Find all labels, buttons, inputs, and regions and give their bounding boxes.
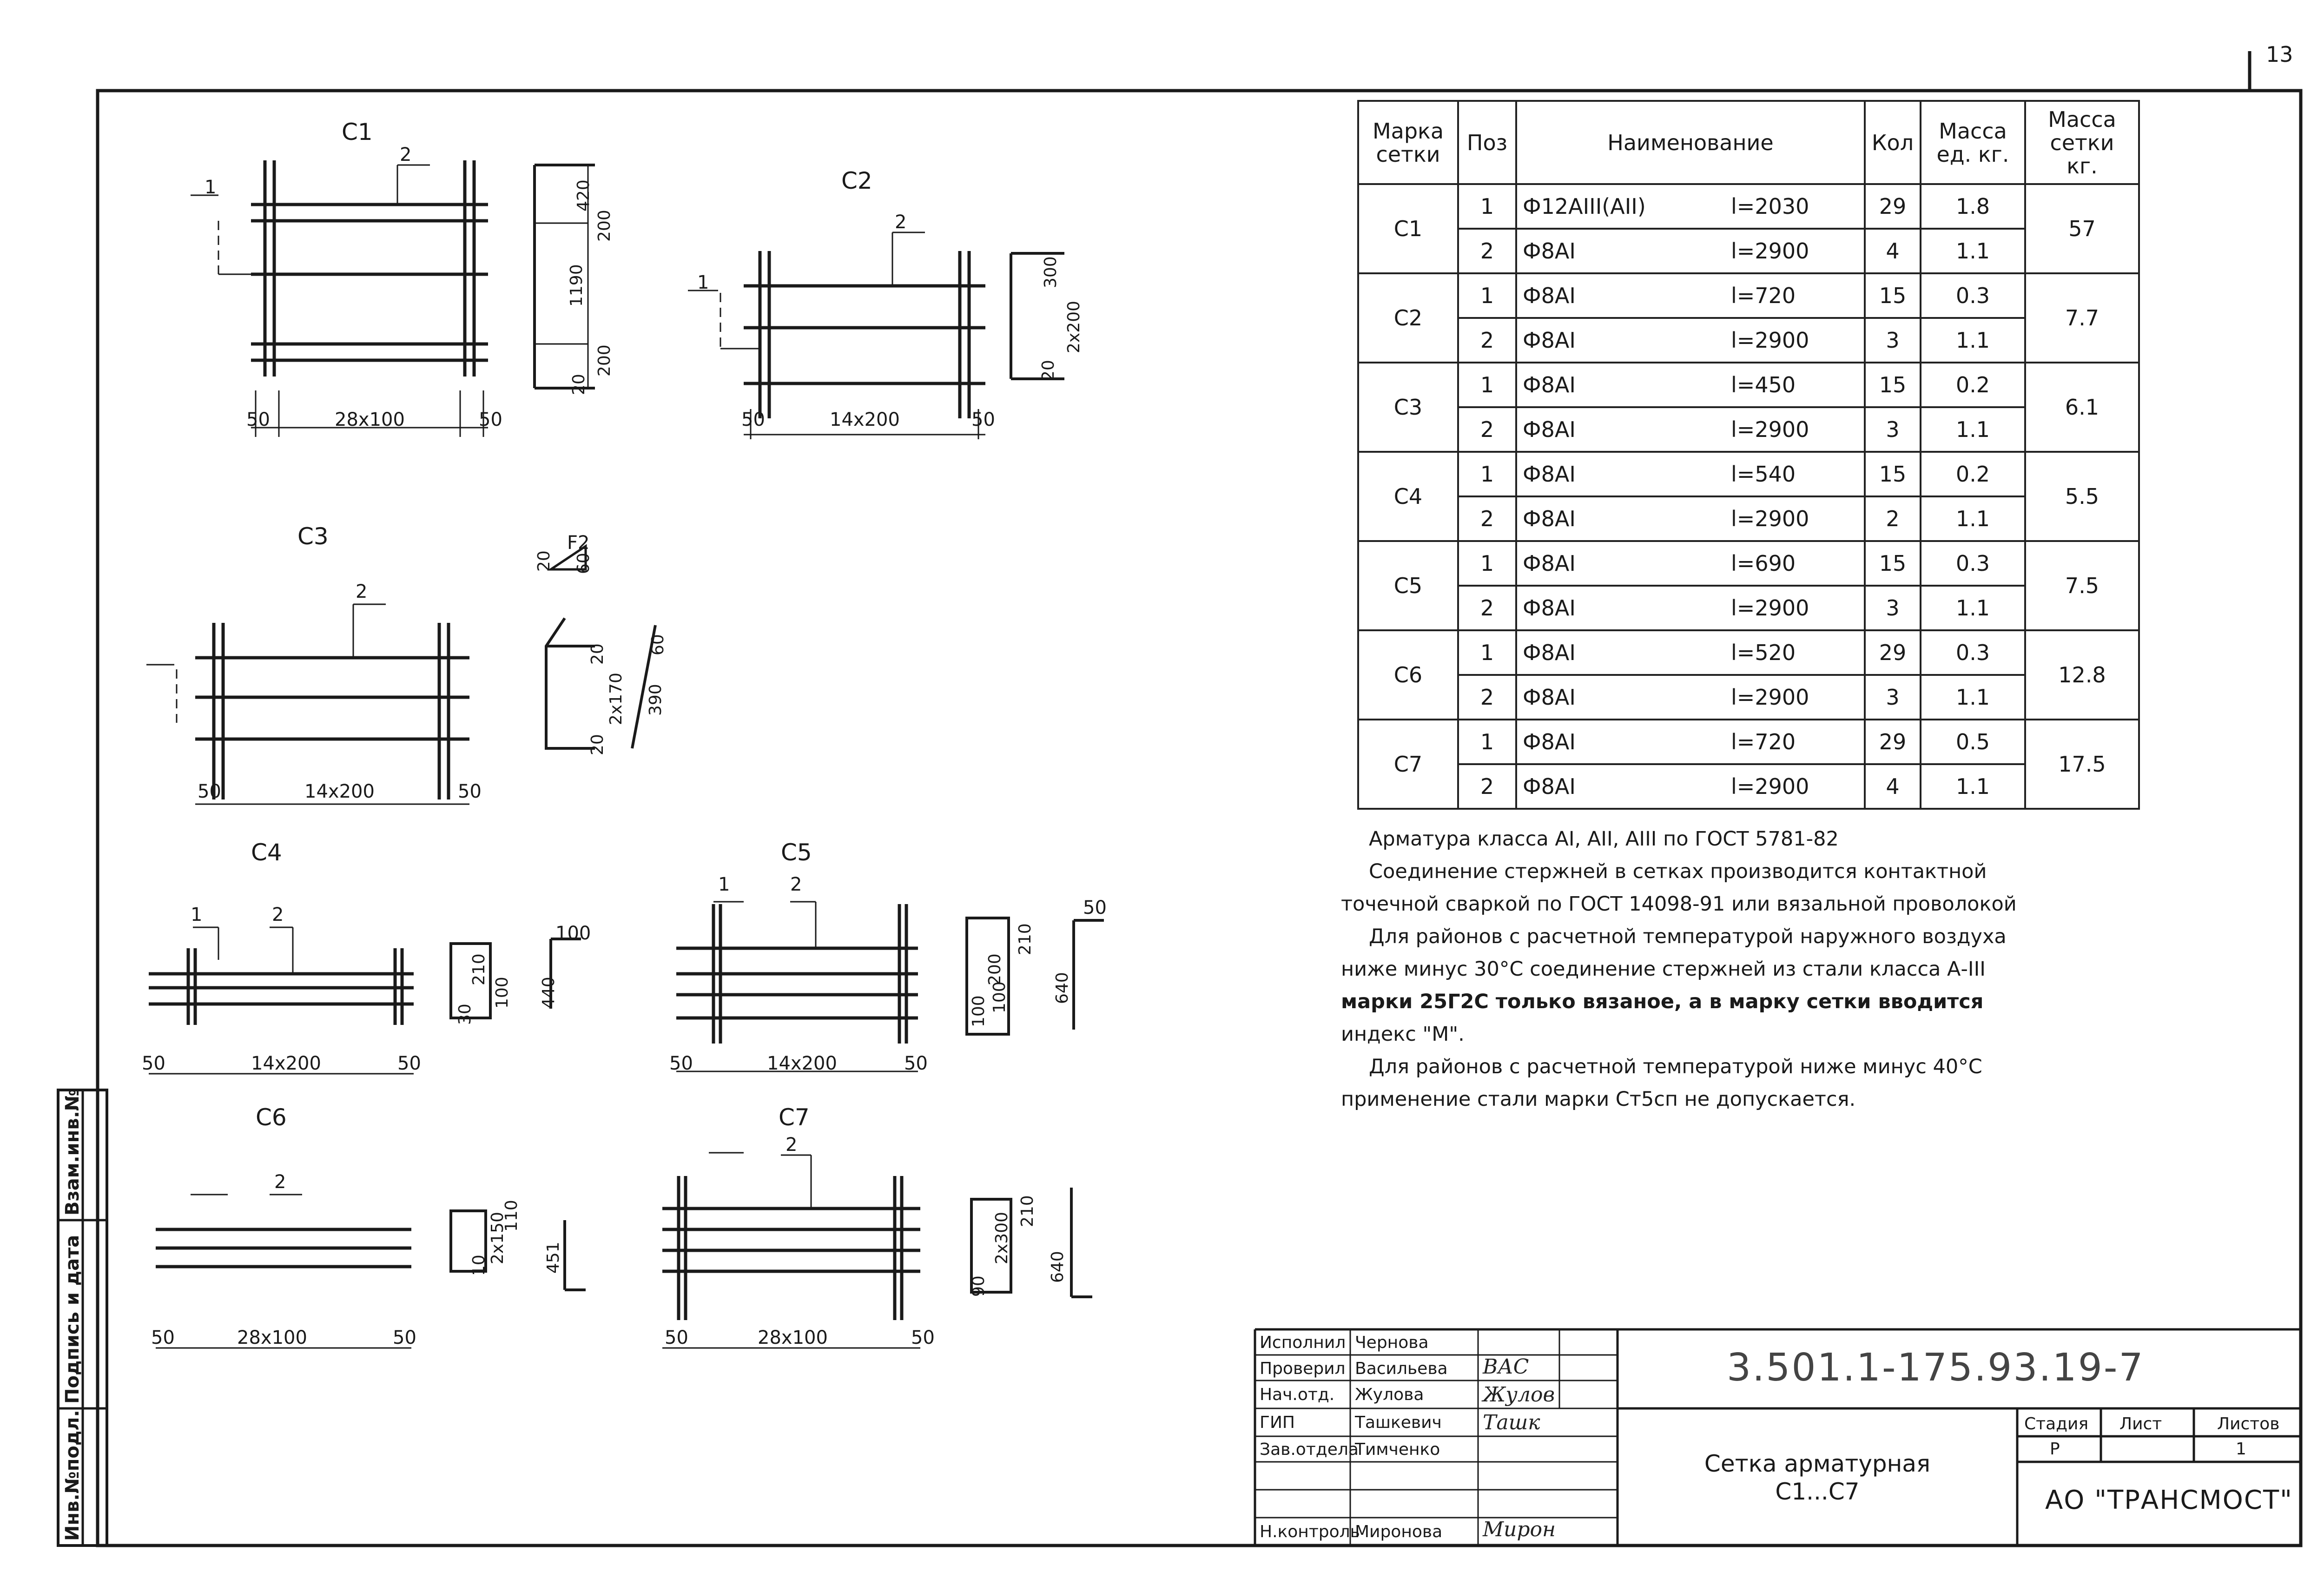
cell-qty: 4 xyxy=(1865,764,1921,809)
cell-unit-mass: 1.1 xyxy=(1921,407,2025,452)
cell-unit-mass: 1.1 xyxy=(1921,496,2025,541)
table-row xyxy=(1358,496,2139,541)
stamp-signature-date: Подпись и дата xyxy=(62,1235,83,1404)
tb-role-4: ГИП xyxy=(1260,1413,1295,1432)
cell-name: Ф8АI xyxy=(1516,630,1725,675)
c1-side-dim-3: 1190 xyxy=(567,264,586,307)
cell-pos: 1 xyxy=(1458,452,1516,496)
c5-dim-span: 14x200 xyxy=(767,1053,837,1074)
cell-mark: С1 xyxy=(1358,184,1458,273)
cell-total-mass: 12.8 xyxy=(2025,630,2139,720)
c7-label: С7 xyxy=(779,1104,810,1131)
cell-length: l=690 xyxy=(1725,541,1865,586)
cell-unit-mass: 1.1 xyxy=(1921,229,2025,273)
table-row xyxy=(1358,541,2139,586)
table-row xyxy=(1358,630,2139,675)
note-line: точечной сваркой по ГОСТ 14098-91 или вязальной проволокой xyxy=(1341,892,2017,916)
col-header-name: Наименование xyxy=(1516,101,1865,184)
cell-unit-mass: 1.8 xyxy=(1921,184,2025,229)
c6-dim-right: 50 xyxy=(393,1327,416,1348)
cell-length: l=2900 xyxy=(1725,586,1865,630)
c5-bar-dim-2: 640 xyxy=(1053,972,1072,1004)
tb-name-2: Васильева xyxy=(1355,1359,1448,1378)
c7-side-dim-3: 90 xyxy=(969,1275,988,1297)
signature-norm-control: Мирон xyxy=(1483,1518,1556,1541)
organization-name: АО "ТРАНСМОСТ" xyxy=(2045,1485,2293,1515)
c4-pos-1: 1 xyxy=(191,904,203,925)
cell-pos: 1 xyxy=(1458,720,1516,764)
sheets-value: 1 xyxy=(2236,1440,2246,1459)
c2-side-dim-2: 2x200 xyxy=(1064,301,1083,353)
cell-total-mass: 7.5 xyxy=(2025,541,2139,630)
c1-side-dim-4: 200 xyxy=(595,344,614,377)
c6-side-dim-2: 2x150 xyxy=(488,1212,507,1264)
note-line: Арматура класса АI, АII, АIII по ГОСТ 5781-82 xyxy=(1369,827,1839,851)
signature-gip: Ташк xyxy=(1483,1411,1540,1434)
table-row xyxy=(1358,184,2139,229)
cell-qty: 29 xyxy=(1865,184,1921,229)
c7-pos-2: 2 xyxy=(786,1134,798,1156)
table-row xyxy=(1358,273,2139,318)
cell-name: Ф8АI xyxy=(1516,764,1725,809)
note-line: марки 25Г2С только вязаное, а в марку сетки вводится xyxy=(1341,990,1984,1013)
cell-length: l=540 xyxy=(1725,452,1865,496)
specification-table xyxy=(1357,100,2140,810)
sheet-title-line1: Сетка арматурная xyxy=(1704,1450,1931,1477)
cell-length: l=2900 xyxy=(1725,764,1865,809)
c1-side-dim-1: 420 xyxy=(574,179,593,211)
table-body xyxy=(1358,184,2139,809)
note-line: применение стали марки Ст5сп не допускается. xyxy=(1341,1088,1856,1111)
cell-name: Ф8АI xyxy=(1516,541,1725,586)
cell-length: l=2900 xyxy=(1725,675,1865,720)
cell-pos: 2 xyxy=(1458,496,1516,541)
c5-pos-1: 1 xyxy=(718,874,730,895)
cell-length: l=2900 xyxy=(1725,318,1865,363)
c1-dim-right: 50 xyxy=(479,409,502,430)
c3-dim-left: 50 xyxy=(198,781,221,802)
cell-pos: 1 xyxy=(1458,541,1516,586)
tb-role-1: Исполнил xyxy=(1260,1333,1346,1352)
cell-name: Ф12АIII(АII) xyxy=(1516,184,1725,229)
c5-side-dim-2: 200 xyxy=(985,953,1004,985)
sheet-title-line2: С1...С7 xyxy=(1775,1478,1860,1505)
c6-pos-2: 2 xyxy=(274,1171,286,1193)
cell-length: l=720 xyxy=(1725,720,1865,764)
cell-name: Ф8АI xyxy=(1516,273,1725,318)
cell-total-mass: 17.5 xyxy=(2025,720,2139,809)
cell-unit-mass: 1.1 xyxy=(1921,586,2025,630)
c6-dim-span: 28x100 xyxy=(237,1327,307,1348)
stage-value: Р xyxy=(2050,1440,2060,1459)
c7-bar-dim: 640 xyxy=(1048,1251,1067,1283)
table-row xyxy=(1358,407,2139,452)
cell-mark: С2 xyxy=(1358,273,1458,363)
cell-pos: 2 xyxy=(1458,586,1516,630)
c3-bar-dim-2: 390 xyxy=(646,684,665,716)
c1-side-dim-5: 20 xyxy=(569,374,588,395)
c3-section xyxy=(546,618,655,748)
mesh-c1 xyxy=(251,160,488,377)
mesh-c6 xyxy=(156,1229,411,1267)
sheets-label: Листов xyxy=(2217,1414,2280,1433)
table-row xyxy=(1358,318,2139,363)
c4-dim-right: 50 xyxy=(397,1053,421,1074)
c1-dim-left: 50 xyxy=(246,409,270,430)
c2-pos-1: 1 xyxy=(697,272,709,293)
note-line: ниже минус 30°С соединение стержней из стали класса А-III xyxy=(1341,958,1986,981)
c7-dim-left: 50 xyxy=(665,1327,688,1348)
c1-dim-span: 28x100 xyxy=(335,409,405,430)
c6-label: С6 xyxy=(256,1104,287,1131)
stage-label: Стадия xyxy=(2024,1414,2089,1433)
c2-label: С2 xyxy=(841,167,872,194)
notes-block xyxy=(1341,823,2140,1116)
cell-unit-mass: 1.1 xyxy=(1921,318,2025,363)
cell-unit-mass: 1.1 xyxy=(1921,675,2025,720)
c3-section-mark: F2 xyxy=(567,532,590,554)
cell-unit-mass: 0.2 xyxy=(1921,363,2025,407)
cell-length: l=2030 xyxy=(1725,184,1865,229)
signature-checker: ВАС xyxy=(1483,1355,1529,1379)
mesh-c2 xyxy=(744,251,985,418)
cell-qty: 4 xyxy=(1865,229,1921,273)
cell-mark: С5 xyxy=(1358,541,1458,630)
c4-bar-dim-2: 440 xyxy=(539,977,558,1009)
tb-role-6: Н.контроль xyxy=(1260,1522,1360,1541)
c4-side-dim-3: 30 xyxy=(456,1004,475,1025)
c3-pos-2: 2 xyxy=(356,581,368,602)
note-line: Соединение стержней в сетках производится контактной xyxy=(1369,860,1987,883)
cell-qty: 15 xyxy=(1865,363,1921,407)
c7-dim-right: 50 xyxy=(911,1327,935,1348)
tb-role-3: Нач.отд. xyxy=(1260,1385,1335,1404)
cell-unit-mass: 0.3 xyxy=(1921,541,2025,586)
c6-dim-left: 50 xyxy=(151,1327,175,1348)
c3-side-dim-3: 20 xyxy=(588,734,607,755)
c2-dim-right: 50 xyxy=(971,409,995,430)
mesh-c4 xyxy=(149,948,414,1025)
c5-side-dim-3: 100 xyxy=(990,981,1009,1013)
table-row xyxy=(1358,229,2139,273)
table-row xyxy=(1358,675,2139,720)
cell-qty: 3 xyxy=(1865,407,1921,452)
mesh-c7 xyxy=(662,1176,920,1320)
c3-label: С3 xyxy=(297,523,329,550)
cell-mark: С4 xyxy=(1358,452,1458,541)
c4-side-dim-1: 210 xyxy=(469,953,489,985)
mesh-c3 xyxy=(195,623,469,799)
tb-name-4: Ташкевич xyxy=(1355,1413,1442,1432)
cell-pos: 2 xyxy=(1458,675,1516,720)
col-header-pos: Поз xyxy=(1458,101,1516,184)
c6-side-dim-3: 10 xyxy=(469,1255,489,1276)
cell-qty: 15 xyxy=(1865,452,1921,496)
table-header-row xyxy=(1358,101,2139,184)
cell-qty: 29 xyxy=(1865,720,1921,764)
c4-side-dim-2: 100 xyxy=(493,977,512,1009)
cell-pos: 2 xyxy=(1458,407,1516,452)
tb-name-3: Жулова xyxy=(1355,1385,1424,1404)
c4-label: С4 xyxy=(251,839,282,866)
c5-side-dim-1: 210 xyxy=(1016,923,1035,955)
cell-mark: С3 xyxy=(1358,363,1458,452)
c5-label: С5 xyxy=(781,839,812,866)
sheet-number: 13 xyxy=(2266,42,2293,67)
signature-head: Жулов xyxy=(1483,1383,1555,1407)
cell-name: Ф8АI xyxy=(1516,496,1725,541)
c2-side-dim-3: 20 xyxy=(1039,360,1058,381)
cell-name: Ф8АI xyxy=(1516,720,1725,764)
tb-name-5: Тимченко xyxy=(1355,1440,1440,1459)
table-row xyxy=(1358,720,2139,764)
tb-name-6: Миронова xyxy=(1355,1522,1443,1541)
cell-total-mass: 57 xyxy=(2025,184,2139,273)
cell-name: Ф8АI xyxy=(1516,318,1725,363)
c6-bar-dim: 451 xyxy=(544,1242,563,1274)
stamp-inv-no: Инв.№подл. xyxy=(62,1410,83,1541)
cell-unit-mass: 1.1 xyxy=(1921,764,2025,809)
col-header-unit-mass: Масса ед. кг. xyxy=(1921,101,2025,184)
note-line: Для районов с расчетной температурой наружного воздуха xyxy=(1369,925,2007,948)
cell-unit-mass: 0.3 xyxy=(1921,630,2025,675)
note-line: Для районов с расчетной температурой ниже минус 40°С xyxy=(1369,1055,1982,1078)
c4-pos-2: 2 xyxy=(272,904,284,925)
c2-dim-span: 14x200 xyxy=(830,409,900,430)
c2-side-dim-1: 300 xyxy=(1041,256,1060,288)
c1-pos-2: 2 xyxy=(400,144,412,165)
cell-total-mass: 6.1 xyxy=(2025,363,2139,452)
c4-dim-left: 50 xyxy=(142,1053,165,1074)
tb-name-1: Чернова xyxy=(1355,1333,1429,1352)
note-line: индекс "М". xyxy=(1341,1023,1465,1046)
cell-pos: 1 xyxy=(1458,184,1516,229)
c5-dim-left: 50 xyxy=(669,1053,693,1074)
cell-length: l=2900 xyxy=(1725,229,1865,273)
cell-mark: С6 xyxy=(1358,630,1458,720)
cell-pos: 1 xyxy=(1458,273,1516,318)
cell-qty: 29 xyxy=(1865,630,1921,675)
c5-side-dim-4: 100 xyxy=(969,995,988,1027)
c3-bar-dim-1: 60 xyxy=(648,634,667,655)
cell-name: Ф8АI xyxy=(1516,452,1725,496)
cell-length: l=2900 xyxy=(1725,407,1865,452)
cell-name: Ф8АI xyxy=(1516,363,1725,407)
cell-total-mass: 5.5 xyxy=(2025,452,2139,541)
table-row xyxy=(1358,586,2139,630)
c2-pos-2: 2 xyxy=(895,211,907,233)
c7-dim-span: 28x100 xyxy=(758,1327,828,1348)
tb-role-2: Проверил xyxy=(1260,1359,1346,1378)
cell-qty: 3 xyxy=(1865,318,1921,363)
table-row xyxy=(1358,764,2139,809)
cell-name: Ф8АI xyxy=(1516,229,1725,273)
cell-length: l=720 xyxy=(1725,273,1865,318)
cell-pos: 1 xyxy=(1458,363,1516,407)
table-row xyxy=(1358,452,2139,496)
c3-section-dim-1: 20 xyxy=(535,550,554,572)
c4-dim-span: 14x200 xyxy=(251,1053,321,1074)
cell-qty: 3 xyxy=(1865,675,1921,720)
c4-bar-dim-1: 100 xyxy=(555,923,591,944)
c5-dim-right: 50 xyxy=(904,1053,928,1074)
c1-label: С1 xyxy=(342,119,373,145)
table-row xyxy=(1358,363,2139,407)
cell-length: l=2900 xyxy=(1725,496,1865,541)
cell-mark: С7 xyxy=(1358,720,1458,809)
cell-name: Ф8АI xyxy=(1516,675,1725,720)
cell-name: Ф8АI xyxy=(1516,407,1725,452)
c5-pos-2: 2 xyxy=(790,874,802,895)
c3-side-dim-1: 20 xyxy=(588,643,607,665)
c3-side-dim-2: 2x170 xyxy=(607,673,626,725)
cell-pos: 2 xyxy=(1458,318,1516,363)
cell-pos: 2 xyxy=(1458,764,1516,809)
col-header-qty: Кол xyxy=(1865,101,1921,184)
cell-name: Ф8АI xyxy=(1516,586,1725,630)
stamp-replacement-inv: Взам.инв.№ xyxy=(62,1089,83,1215)
mesh-c5 xyxy=(676,904,918,1044)
cell-unit-mass: 0.3 xyxy=(1921,273,2025,318)
cell-total-mass: 7.7 xyxy=(2025,273,2139,363)
c3-dim-right: 50 xyxy=(458,781,482,802)
cell-qty: 3 xyxy=(1865,586,1921,630)
cell-qty: 15 xyxy=(1865,541,1921,586)
c3-section-dim-2: 60 xyxy=(574,553,593,574)
cell-qty: 15 xyxy=(1865,273,1921,318)
cell-unit-mass: 0.5 xyxy=(1921,720,2025,764)
c2-dim-left: 50 xyxy=(741,409,765,430)
cell-pos: 1 xyxy=(1458,630,1516,675)
cell-length: l=520 xyxy=(1725,630,1865,675)
col-header-mark: Марка сетки xyxy=(1358,101,1458,184)
c7-side-dim-1: 210 xyxy=(1018,1195,1037,1227)
document-code: 3.501.1-175.93.19-7 xyxy=(1727,1346,2145,1390)
c3-dim-span: 14x200 xyxy=(304,781,375,802)
c1-pos-1: 1 xyxy=(205,177,217,198)
cell-qty: 2 xyxy=(1865,496,1921,541)
c5-bar-dim-1: 50 xyxy=(1083,897,1107,918)
c1-side-dim-2: 200 xyxy=(595,210,614,242)
sheet-label: Лист xyxy=(2119,1414,2162,1433)
cell-pos: 2 xyxy=(1458,229,1516,273)
cell-unit-mass: 0.2 xyxy=(1921,452,2025,496)
tb-role-5: Зав.отдела xyxy=(1260,1440,1359,1459)
cell-length: l=450 xyxy=(1725,363,1865,407)
c7-side-dim-2: 2x300 xyxy=(992,1212,1011,1264)
c6-side-dim-1: 110 xyxy=(502,1200,521,1232)
col-header-total-mass: Масса сетки кг. xyxy=(2025,101,2139,184)
